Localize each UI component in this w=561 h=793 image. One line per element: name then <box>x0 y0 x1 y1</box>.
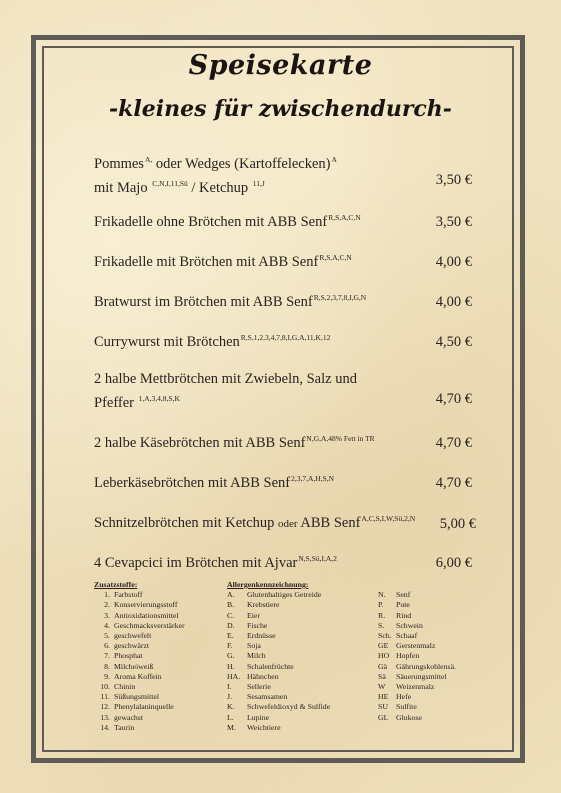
legend-row <box>94 682 185 692</box>
legend-row <box>94 611 185 621</box>
item-price: 4,00 € <box>435 254 472 270</box>
menu-item-bratwurst: Bratwurst im Brötchen mit ABB Senf$^{R,S,2,3,7,8,I,G,N}$ 4,00 € <box>94 293 472 310</box>
item-price: 6,00 € <box>435 555 472 571</box>
legend-row <box>227 621 330 631</box>
legend-row <box>94 713 185 723</box>
legend-label: Schaaf <box>396 631 418 640</box>
legend-label: Antioxidationsmittel <box>114 610 179 620</box>
legend-code: P. <box>378 600 384 610</box>
legend-label: Süßungsmittel <box>114 692 160 702</box>
menu-item-currywurst: Currywurst mit Brötchen$^{R,S,1,2,3,4,7,8,I,G,A,11,K,12}$ 4,50 € <box>94 333 472 350</box>
legend-code: GE <box>378 641 389 651</box>
additives-heading: Zusatzstoffe: <box>94 580 138 589</box>
legend-row <box>227 641 330 651</box>
legend-label: Gerstenmalz <box>396 641 436 651</box>
legend-row <box>227 611 330 621</box>
legend-row <box>378 713 456 723</box>
legend-row <box>378 590 456 600</box>
legend-label: Soja <box>247 641 261 651</box>
legend-code: 14. <box>100 722 110 732</box>
legend-label: Phenylalaninquelle <box>114 702 174 712</box>
legend-row <box>94 631 185 641</box>
legend-code: W <box>378 682 386 692</box>
menu-item-frikadelle-mit: Frikadelle mit Brötchen mit ABB Senf$^{R,S,A,C,N}$ 4,00 € <box>94 253 472 270</box>
legend-label: Aroma Koffein <box>114 671 162 681</box>
legend-code: 8. <box>104 661 110 671</box>
item-price: 4,70 € <box>435 391 472 407</box>
legend-row <box>227 590 330 600</box>
legend-code: 4. <box>104 620 110 630</box>
legend-row <box>94 662 185 672</box>
legend-label: Schwein <box>396 620 423 630</box>
legend-label: Geschmacksverstärker <box>114 620 185 630</box>
menu-item-mettbroetchen: 2 halbe Mettbrötchen mit Zwiebeln, Salz und Pfeffer $^{1,A,3,4,8,S,K}$ 4,70 € <box>94 371 472 411</box>
legend-code: D. <box>227 620 235 630</box>
menu-item-pommes: Pommes$^{A,}$ oder Wedges (Kartoffelecken)$^A$ mit Majo $^{C,N,I,11,Sü}$ / Ketchup $^{11,J}$ 3,50 € <box>94 155 472 196</box>
legend-label: gewachst <box>114 712 144 722</box>
legend-row <box>227 713 330 723</box>
legend-label: Farbstoff <box>114 590 143 600</box>
legend-code: N. <box>378 590 386 600</box>
allergens-legend <box>227 580 330 733</box>
menu-item-cevapcici: 4 Cevapcici im Brötchen mit Ajvar$^{N,S,Sü,I,A,2}$ 6,00 € <box>94 554 472 571</box>
legend-label: Krebstiere <box>247 600 280 610</box>
legend-label: Taurin <box>114 722 135 732</box>
legend-code: 2. <box>104 600 110 610</box>
legend-row <box>378 672 456 682</box>
legend-row <box>94 651 185 661</box>
legend-label: Schwefeldioxyd & Sulfide <box>247 702 331 712</box>
legend-label: Schalenfrüchte <box>247 661 294 671</box>
legend-code: 1. <box>104 590 110 600</box>
legend-row <box>94 672 185 682</box>
legend-label: Konservierungsstoff <box>114 600 178 610</box>
legend-row <box>94 723 185 733</box>
legend-code: E. <box>227 631 234 641</box>
legend-row <box>227 662 330 672</box>
legend-row <box>378 641 456 651</box>
legend-label: Hopfen <box>396 651 420 661</box>
legend-label: Lupine <box>247 712 270 722</box>
menu-item-leberkaese: Leberkäsebrötchen mit ABB Senf$^{2,3,7,A,H,S,N}$ 4,70 € <box>94 474 472 491</box>
legend-code: 11. <box>100 692 110 702</box>
item-price: 5,00 € <box>439 516 476 532</box>
legend-row <box>378 651 456 661</box>
legend-row <box>378 702 456 712</box>
legend-code: 10. <box>100 682 110 692</box>
legend-row <box>378 600 456 610</box>
allergens-heading: Allergenkennzeichnung: <box>227 580 309 589</box>
legend-label: Weizenmalz <box>396 682 435 692</box>
legend-code: 13. <box>100 712 110 722</box>
legend-label: Pute <box>396 600 410 610</box>
legend-code: S. <box>378 620 385 630</box>
legend-code: Gä <box>378 661 388 671</box>
legend-row <box>94 590 185 600</box>
allergens-legend-2 <box>378 590 456 723</box>
legend-row <box>227 723 330 733</box>
legend-label: Glukose <box>396 712 422 722</box>
legend-row <box>227 702 330 712</box>
item-price: 4,70 € <box>435 435 472 451</box>
legend-row <box>227 692 330 702</box>
legend-code: HA. <box>227 671 241 681</box>
legend-label: Weichtiere <box>247 722 281 732</box>
legend-label: geschwärzt <box>114 641 150 651</box>
additives-legend <box>94 580 185 733</box>
legend-row <box>378 682 456 692</box>
legend-code: HE <box>378 692 389 702</box>
legend-label: Glutenhaltiges Getreide <box>247 590 322 600</box>
legend-code: 7. <box>104 651 110 661</box>
legend-label: Gährungskohlensä. <box>396 661 456 671</box>
legend-label: Säuerungsmittel <box>396 671 447 681</box>
item-price: 3,50 € <box>435 214 472 230</box>
legend-code: Sä <box>378 671 386 681</box>
legend-code: HO <box>378 651 390 661</box>
legend-label: Erdnüsse <box>247 631 276 641</box>
legend-row <box>227 600 330 610</box>
legend-code: Sch. <box>378 631 392 640</box>
legend-label: geschwefelt <box>114 631 152 641</box>
legend-label: Milch <box>247 651 266 661</box>
legend-row <box>94 692 185 702</box>
legend-code: 6. <box>104 641 110 651</box>
legend-row <box>378 621 456 631</box>
legend-label: Sellerie <box>247 682 271 692</box>
legend-code: H. <box>227 661 235 671</box>
legend-code: K. <box>227 702 235 712</box>
legend-row <box>227 672 330 682</box>
item-price: 4,50 € <box>435 334 472 350</box>
legend-label: Hähnchen <box>247 671 279 681</box>
legend-label: Rind <box>396 610 412 620</box>
legend-code: GL <box>378 712 389 722</box>
legend-label: Sesamsamen <box>247 692 288 702</box>
legend-row <box>227 682 330 692</box>
legend-row <box>378 611 456 621</box>
legend-code: 9. <box>104 671 110 681</box>
legend-code: 3. <box>104 610 110 620</box>
legend-code: L. <box>227 712 234 722</box>
legend-row <box>94 600 185 610</box>
legend-row <box>94 641 185 651</box>
legend-code: A. <box>227 590 235 600</box>
legend-label: Senf <box>396 590 411 600</box>
legend-row <box>378 692 456 702</box>
legend-code: G. <box>227 651 235 661</box>
legend-code: 12. <box>100 702 110 712</box>
legend-row <box>378 631 456 641</box>
legend-label: Fische <box>247 620 268 630</box>
legend-code: M. <box>227 722 236 732</box>
item-price: 4,70 € <box>435 475 472 491</box>
legend-code: F. <box>227 641 233 651</box>
legend-label: Sulfite <box>396 702 417 712</box>
item-price: 3,50 € <box>435 172 472 188</box>
legend-label: Chinin <box>114 682 136 692</box>
menu-subtitle: -kleines für zwischendurch- <box>109 96 452 122</box>
menu-item-schnitzel: Schnitzelbrötchen mit Ketchup oder ABB Senf$^{A,C,S,I,W,Sü,2,N}$ 5,00 € <box>94 514 476 532</box>
legend-label: Phosphat <box>114 651 143 661</box>
legend-row <box>378 662 456 672</box>
legend-code: B. <box>227 600 235 610</box>
menu-item-kaesebroetchen: 2 halbe Käsebrötchen mit ABB Senf$^{N,G,A,48\% Fett in TR}$ 4,70 € <box>94 434 472 451</box>
item-price: 4,00 € <box>435 294 472 310</box>
legend-row <box>227 651 330 661</box>
legend-row <box>94 621 185 631</box>
legend-label: Milcheiweiß <box>114 661 154 671</box>
legend-label: Eier <box>247 610 260 620</box>
legend-code: R. <box>378 610 386 620</box>
legend-code: J. <box>227 692 232 702</box>
legend-code: C. <box>227 610 235 620</box>
legend-code: SU <box>378 702 388 712</box>
legend-label: Hefe <box>396 692 412 702</box>
legend-row <box>227 631 330 641</box>
legend-row <box>94 702 185 712</box>
legend-code: I. <box>227 682 232 692</box>
menu-title: Speisekarte <box>188 50 373 81</box>
menu-item-frikadelle-ohne: Frikadelle ohne Brötchen mit ABB Senf$^{R,S,A,C,N}$ 3,50 € <box>94 213 472 230</box>
legend-code: 5. <box>104 631 110 641</box>
